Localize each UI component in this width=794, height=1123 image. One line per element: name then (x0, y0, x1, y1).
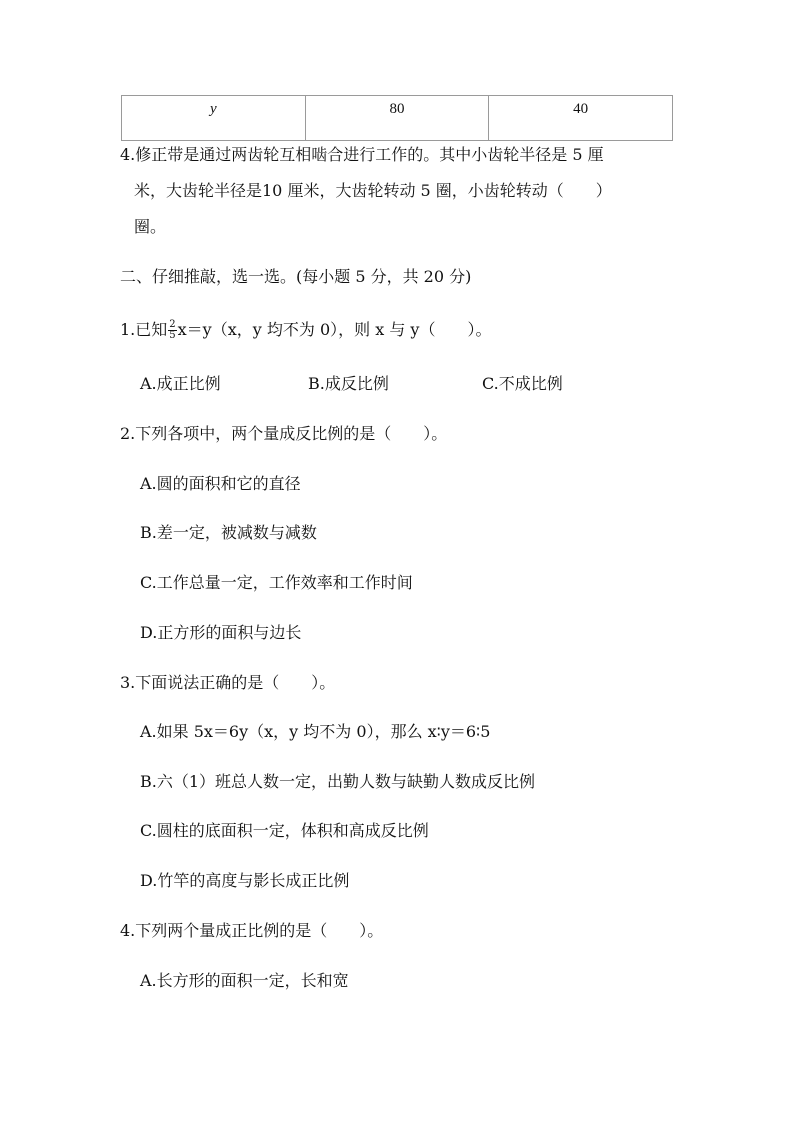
q3-option-c: C.圆柱的底面积一定，体积和高成反比例 (140, 821, 429, 840)
q2-option-d: D.正方形的面积与边长 (140, 623, 302, 642)
q2-option-c: C.工作总量一定，工作效率和工作时间 (140, 573, 413, 592)
fill-q4-line2: 米，大齿轮半径是10 厘米，大齿轮转动 5 圈，小齿轮转动（ ） (134, 181, 612, 200)
table-row (122, 96, 673, 141)
table-cell: 80 (305, 96, 489, 141)
q1-prefix: 1.已知 (120, 320, 168, 339)
fill-q4-line3: 圈。 (134, 217, 167, 236)
q3-option-a: A.如果 5x＝6y（x，y 均不为 0），那么 x∶y＝6∶5 (140, 722, 491, 741)
fraction (168, 320, 176, 341)
q1-rest: x＝y（x，y 均不为 0），则 x 与 y（ ）。 (177, 320, 492, 339)
ratio-table (121, 95, 673, 141)
fill-q4-line1: 4.修正带是通过两齿轮互相啮合进行工作的。其中小齿轮半径是 5 厘 (120, 145, 604, 164)
q1-option-a: A.成正比例 (140, 374, 221, 393)
question-3-stem: 3.下面说法正确的是（ ）。 (120, 673, 336, 692)
table-cell-var (122, 96, 306, 141)
q3-option-b: B.六（1）班总人数一定，出勤人数与缺勤人数成反比例 (140, 772, 536, 791)
question-4-stem: 4.下列两个量成正比例的是（ ）。 (120, 921, 384, 940)
question-2-stem: 2.下列各项中，两个量成反比例的是（ ）。 (120, 424, 448, 443)
fraction-denominator: 5 (169, 330, 176, 341)
q2-option-b: B.差一定，被减数与减数 (140, 523, 317, 542)
table-cell: 40 (489, 96, 673, 141)
fraction-numerator: 2 (169, 319, 176, 330)
section-title: 二、仔细推敲，选一选。(每小题 5 分，共 20 分) (120, 267, 472, 286)
q4-option-a: A.长方形的面积一定，长和宽 (140, 971, 349, 990)
q1-option-c: C.不成比例 (482, 374, 563, 393)
q1-option-b: B.成反比例 (308, 374, 389, 393)
q3-option-d: D.竹竿的高度与影长成正比例 (140, 871, 350, 890)
q2-option-a: A.圆的面积和它的直径 (140, 474, 301, 493)
table-var-y: y (209, 101, 217, 117)
question-1-stem (120, 320, 491, 341)
